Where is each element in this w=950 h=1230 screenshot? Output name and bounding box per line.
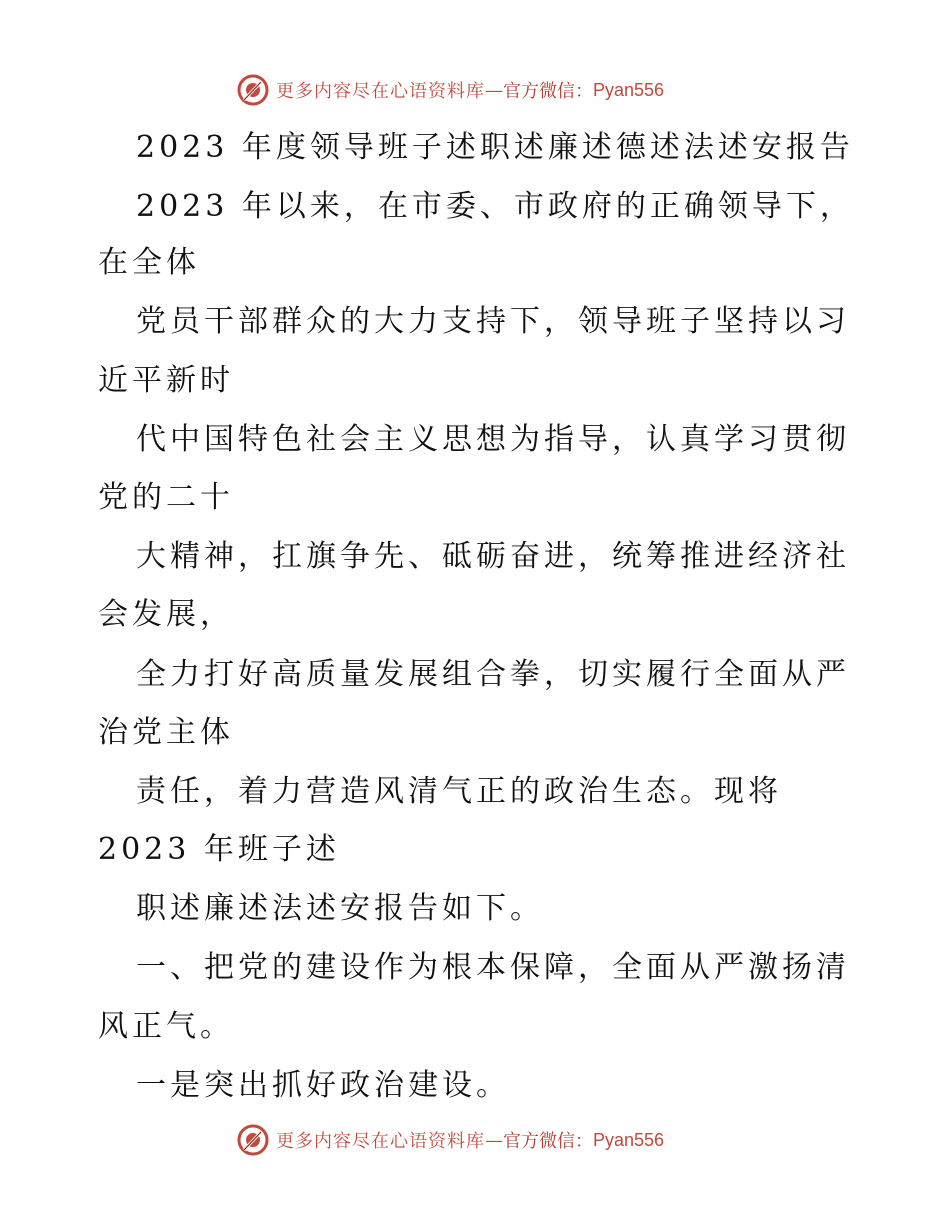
watermark-contact-id: Pyan556 [593,79,665,100]
paragraph-line: 职述廉述法述安报告如下。 [136,891,544,926]
paragraph-line: 全力打好高质量发展组合拳，切实履行全面从严 [136,657,850,692]
paragraph-line: 近平新时 [98,363,234,398]
footer-watermark [236,1122,664,1158]
watermark-contact-id: Pyan556 [593,1129,665,1150]
paragraph-line: 大精神，扛旗争先、砥砺奋进，统筹推进经济社 [136,539,850,574]
paragraph-line: 治党主体 [98,715,234,750]
paragraph-line: 党员干部群众的大力支持下，领导班子坚持以习 [136,304,850,339]
header-watermark [236,72,664,108]
paragraph-line: 风正气。 [98,1009,234,1044]
paragraph-line: 会发展， [98,597,234,632]
watermark-contact-label: 官方微信： [503,1131,593,1152]
paragraph-line: 2023 年以来，在市委、市政府的正确领导下， [136,189,854,224]
watermark-separator: — [485,1129,503,1151]
watermark-brand-text: 更多内容尽在心语资料库 [276,81,485,102]
watermark-brand-text: 更多内容尽在心语资料库 [276,1131,485,1152]
watermark-contact-label: 官方微信： [503,81,593,102]
section-heading: 一、把党的建设作为根本保障，全面从严激扬清 [136,950,850,985]
document-title: 2023 年度领导班子述职述廉述德述法述安报告 [136,130,854,165]
brand-logo-icon [236,1123,270,1157]
paragraph-line: 2023 年班子述 [98,832,340,867]
brand-logo-icon [236,73,270,107]
paragraph-line: 党的二十 [98,480,234,515]
paragraph-line: 责任，着力营造风清气正的政治生态。现将 [136,774,782,809]
paragraph-line: 在全体 [98,245,200,280]
watermark-separator: — [485,79,503,101]
subsection-heading: 一是突出抓好政治建设。 [136,1068,510,1103]
paragraph-line: 代中国特色社会主义思想为指导，认真学习贯彻 [136,422,850,457]
